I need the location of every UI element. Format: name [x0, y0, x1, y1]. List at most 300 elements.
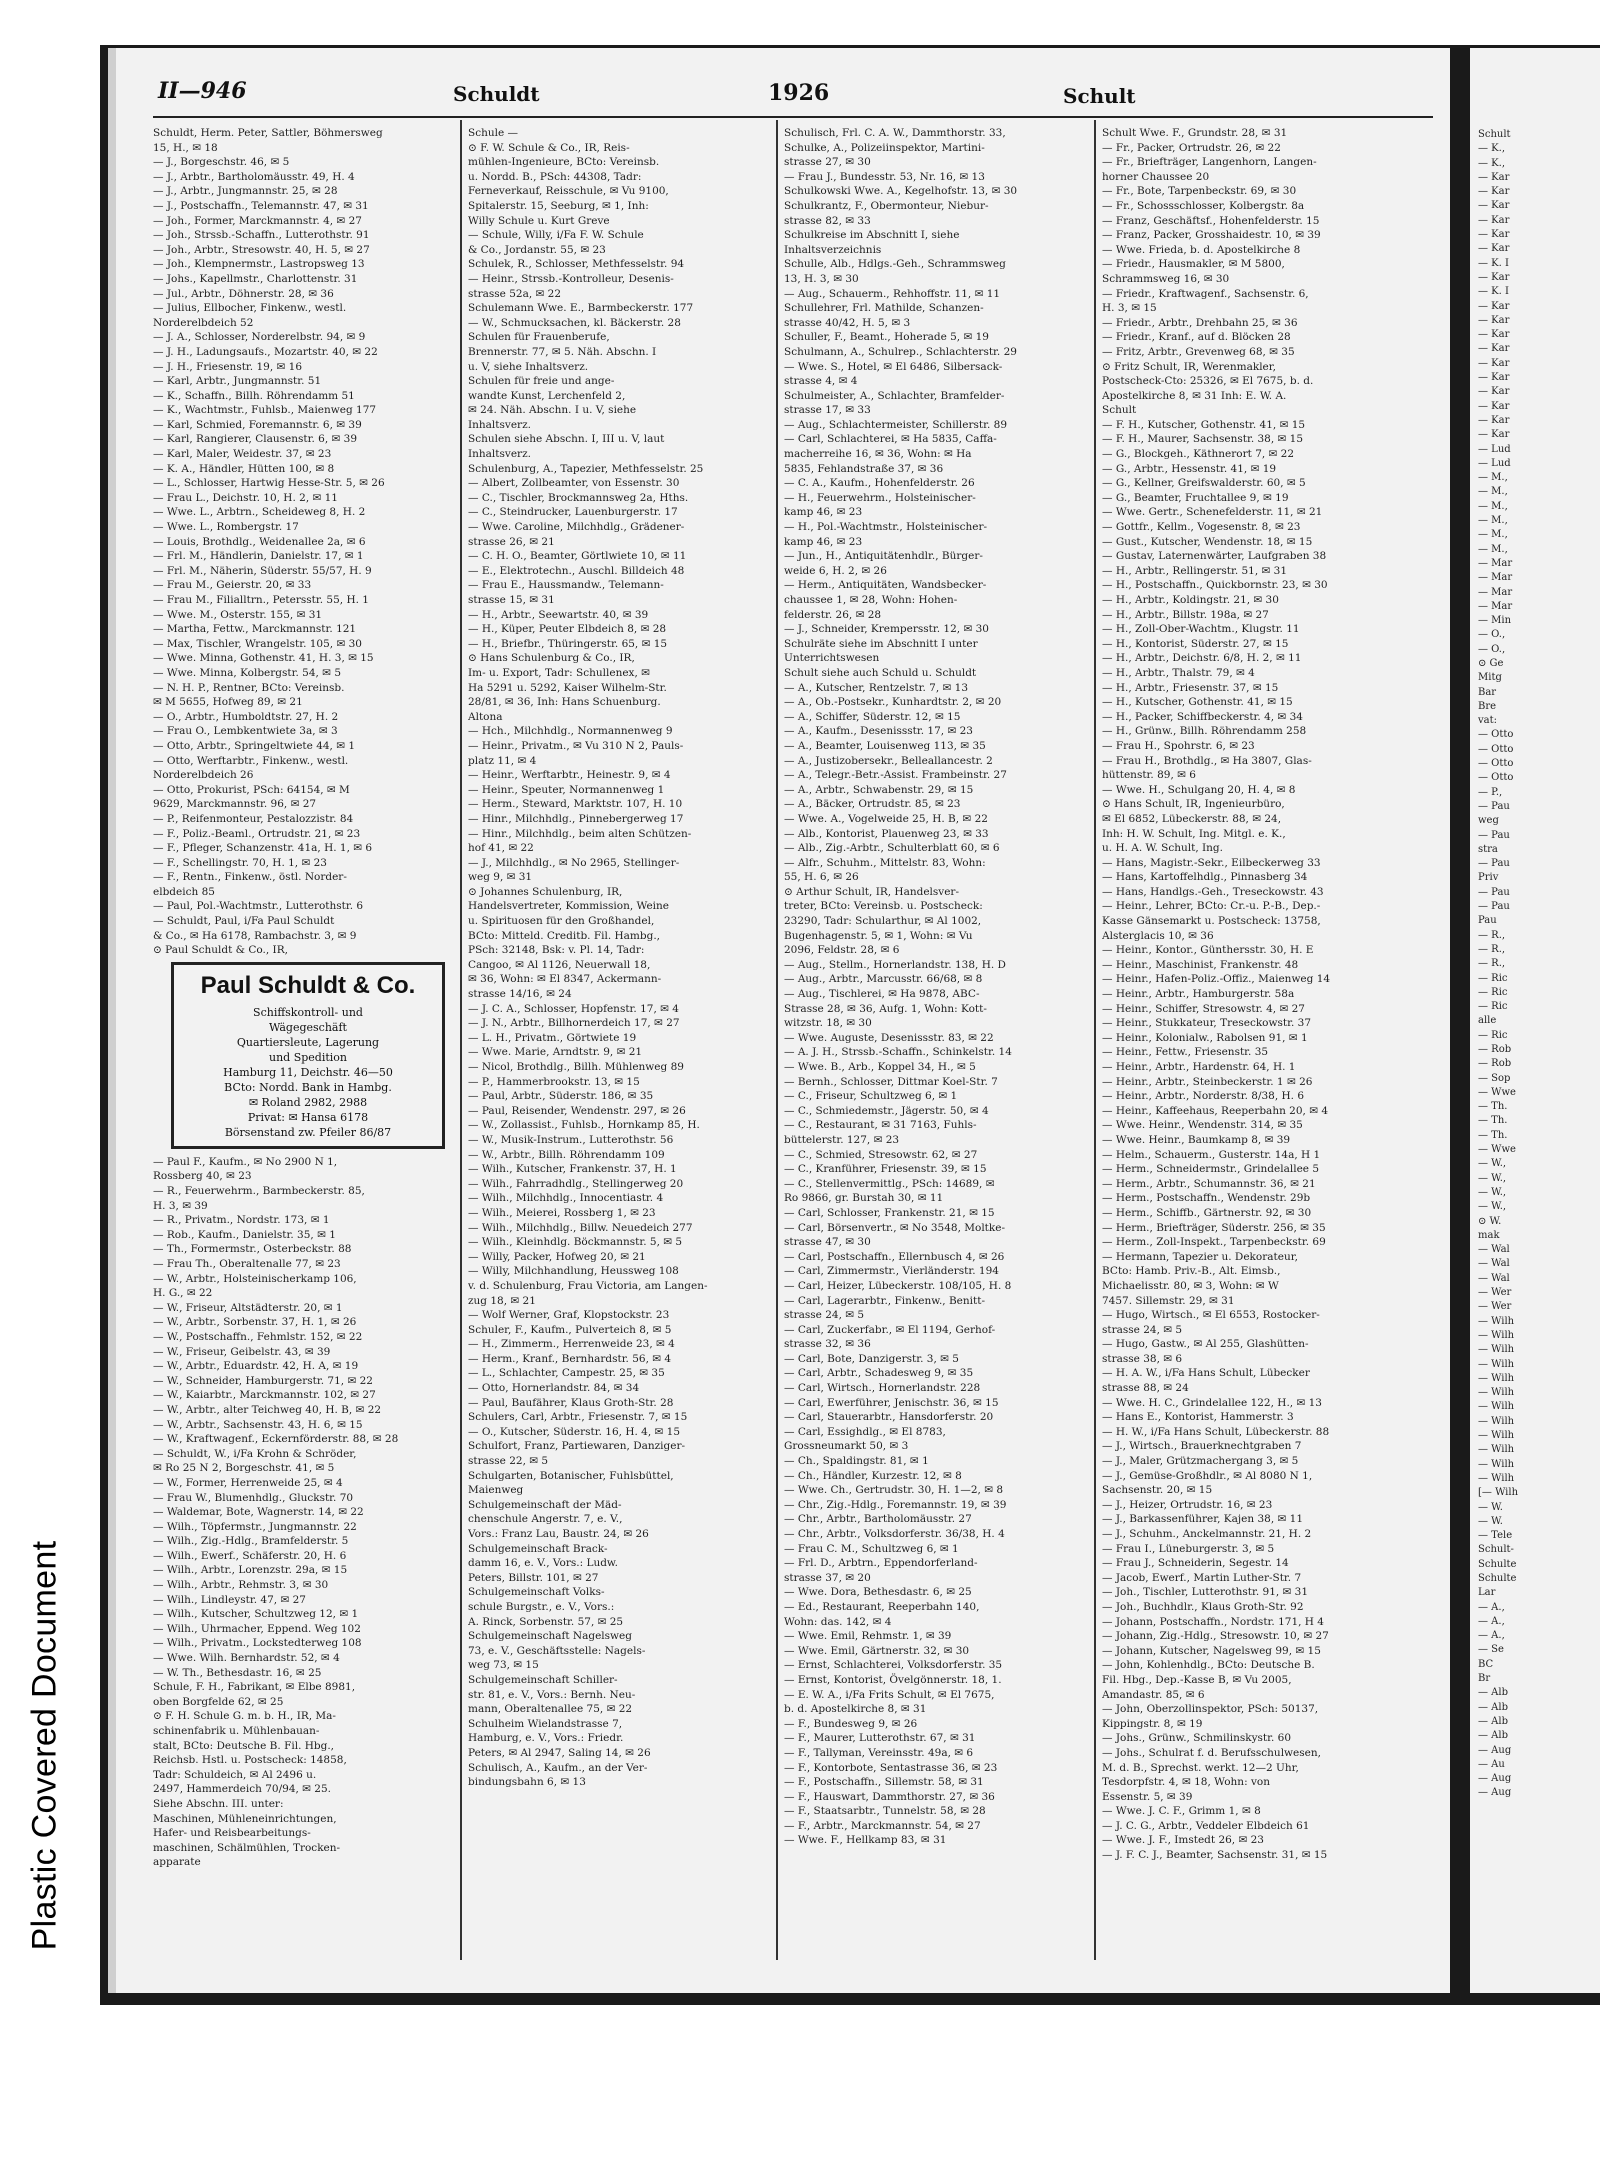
adjacent-entry: — W., — [1478, 1186, 1507, 1198]
directory-entry: — Wilh., Zig.-Hdlg., Bramfelderstr. 5 — [153, 1535, 349, 1548]
directory-entry: — F., Rentn., Finkenw., östl. Norder- — [153, 871, 347, 884]
ad-title: Paul Schuldt & Co. — [200, 971, 416, 999]
directory-entry: Schulmeister, A., Schlachter, Bramfelder- — [784, 389, 1005, 402]
directory-entry: — Frau I., Lüneburgerstr. 3, ✉ 5 — [1102, 1542, 1275, 1555]
adjacent-entry: — R., — [1478, 958, 1506, 970]
adjacent-entry: — W., — [1478, 1172, 1507, 1184]
directory-entry: Schult Wwe. F., Grundstr. 28, ✉ 31 — [1102, 127, 1288, 139]
directory-entry: — A., Kutscher, Rentzelstr. 7, ✉ 13 — [784, 681, 969, 694]
directory-entry: Peters, ✉ Al 2947, Saling 14, ✉ 26 — [468, 1746, 651, 1759]
directory-entry: — O., Arbtr., Humboldtstr. 27, H. 2 — [153, 710, 339, 723]
directory-entry: — Fr., Briefträger, Langenhorn, Langen- — [1102, 156, 1317, 169]
directory-entry: strasse 22, ✉ 5 — [468, 1455, 549, 1468]
directory-entry: — Nicol, Brothdlg., Billh. Mühlenweg 89 — [468, 1061, 684, 1073]
directory-entry: — Willy, Milchhandlung, Heussweg 108 — [468, 1265, 679, 1278]
directory-entry: zug 18, ✉ 21 — [468, 1294, 536, 1307]
adjacent-entry: — K., — [1478, 143, 1506, 155]
directory-entry: — Wilh., Milchhdlg., Innocentiastr. 4 — [468, 1192, 664, 1205]
directory-entry: horner Chaussee 20 — [1102, 170, 1210, 183]
directory-entry: — Wwe. Frieda, b. d. Apostelkirche 8 — [1102, 243, 1301, 256]
directory-entry: — C., Friseur, Schultzweg 6, ✉ 1 — [784, 1090, 958, 1103]
directory-entry: Peters, Billstr. 101, ✉ 27 — [468, 1571, 599, 1584]
directory-entry: Handelsvertreter, Kommission, Weine — [468, 900, 669, 913]
adjacent-entry: — Sop — [1478, 1072, 1511, 1084]
directory-entry: — Wwe. A., Vogelweide 25, H. B, ✉ 22 — [784, 812, 988, 825]
directory-entry: — Willy, Packer, Hofweg 20, ✉ 21 — [468, 1250, 646, 1263]
directory-entry: — Wwe. Marie, Arndtstr. 9, ✉ 21 — [468, 1046, 643, 1059]
adjacent-entry: — Alb — [1478, 1715, 1508, 1727]
directory-entry: — Jacob, Ewerf., Martin Luther-Str. 7 — [1102, 1571, 1302, 1584]
directory-entry: bindungsbahn 6, ✉ 13 — [468, 1776, 586, 1789]
ad-line: Börsenstand zw. Pfeiler 86/87 — [224, 1125, 392, 1139]
adjacent-entry: — Rob — [1478, 1044, 1512, 1055]
directory-entry: — Ernst, Kontorist, Övelgönnerstr. 18, 1. — [784, 1673, 1002, 1686]
directory-entry: — H., Postschaffn., Quickbornstr. 23, ✉ 30 — [1102, 579, 1328, 592]
directory-entry: — Wilh., Meierei, Rossberg 1, ✉ 23 — [468, 1206, 656, 1219]
directory-entry: — Carl, Ewerführer, Jenischstr. 36, ✉ 15 — [784, 1396, 999, 1409]
directory-entry: — Herm., Steward, Marktstr. 107, H. 10 — [468, 798, 683, 811]
directory-entry: — K. A., Händler, Hütten 100, ✉ 8 — [153, 462, 335, 475]
directory-entry: — J., Maler, Grützmachergang 3, ✉ 5 — [1102, 1455, 1299, 1468]
directory-entry: treter, BCto: Vereinsb. u. Postscheck: — [784, 900, 983, 913]
directory-entry: — Wwe. Emil, Gärtnerstr. 32, ✉ 30 — [784, 1644, 970, 1657]
adjacent-entry: alle — [1478, 1015, 1497, 1027]
directory-entry: — E. W. A., i/Fa Frits Schult, ✉ El 7675, — [784, 1688, 995, 1701]
directory-entry: — Fr., Packer, Ortrudstr. 26, ✉ 22 — [1102, 141, 1281, 154]
adjacent-entry: — R., — [1478, 929, 1506, 941]
directory-entry: — H. W., i/Fa Hans Schult, Lübeckerstr. 88 — [1102, 1425, 1330, 1438]
directory-entry: — Heinr., Kaffeehaus, Reeperbahn 20, ✉ 4 — [1102, 1104, 1329, 1117]
adjacent-entry: — Otto — [1478, 772, 1514, 784]
directory-entry: — Wilh., Kutscher, Schultzweg 12, ✉ 1 — [153, 1608, 359, 1621]
directory-entry: Schulke, A., Polizeiinspektor, Martini- — [784, 141, 985, 154]
directory-entry: — F., Tallyman, Vereinsstr. 49a, ✉ 6 — [784, 1746, 974, 1759]
directory-entry: — Heinr., Maschinist, Frankenstr. 48 — [1102, 958, 1299, 971]
directory-entry: — W., Arbtr., alter Teichweg 40, H. B, ✉ 22 — [153, 1403, 382, 1416]
directory-entry: Schulkowski Wwe. A., Kegelhofstr. 13, ✉ 30 — [784, 185, 1018, 198]
directory-entry: — Chr., Arbtr., Bartholomäusstr. 27 — [784, 1513, 972, 1526]
directory-entry: — F., Postschaffn., Sillemstr. 58, ✉ 31 — [784, 1776, 984, 1789]
adjacent-entry: — Kar — [1478, 357, 1510, 369]
directory-entry: schinenfabrik u. Mühlenbauan- — [153, 1725, 320, 1737]
directory-entry: — E., Elektrotechn., Auschl. Billdeich 48 — [468, 564, 685, 577]
directory-entry: — Carl, Lagerarbtr., Finkenw., Benitt- — [784, 1294, 986, 1307]
adjacent-entry: — Wwe — [1478, 1144, 1516, 1156]
directory-entry: — Frau H., Brothdlg., ✉ Ha 3807, Glas- — [1102, 754, 1312, 767]
directory-entry: Siehe Abschn. III. unter: — [153, 1797, 284, 1810]
directory-entry: str. 81, e. V., Vors.: Bernh. Neu- — [468, 1688, 636, 1701]
adjacent-entry: — Wilh — [1478, 1344, 1515, 1356]
adjacent-page — [1470, 48, 1600, 1993]
directory-entry: — Friedr., Kraftwagenf., Sachsenstr. 6, — [1102, 287, 1309, 300]
directory-entry: — Wwe. Heinr., Baumkamp 8, ✉ 39 — [1102, 1133, 1291, 1146]
directory-entry: BCto: Mitteld. Creditb. Fil. Hambg., — [468, 929, 661, 942]
page-edge — [108, 48, 116, 1993]
directory-entry: Reichsb. Hstl. u. Postscheck: 14858, — [153, 1754, 347, 1767]
directory-entry: Willy Schule u. Kurt Greve — [468, 214, 610, 227]
directory-entry: — Ch., Spaldingstr. 81, ✉ 1 — [784, 1455, 929, 1468]
directory-entry: — H., Arbtr., Friesenstr. 37, ✉ 15 — [1102, 681, 1279, 694]
adjacent-entry: vat: — [1478, 715, 1497, 727]
directory-entry: — Aug., Schlachtermeister, Schillerstr. 89 — [784, 418, 1008, 431]
adjacent-entry: — Kar — [1478, 214, 1510, 226]
directory-entry: Schulfort, Franz, Partiewaren, Danziger- — [468, 1440, 686, 1453]
adjacent-entry: — A., — [1478, 1601, 1505, 1613]
directory-entry: — C., Schmied, Stresowstr. 62, ✉ 27 — [784, 1148, 978, 1161]
directory-entry: Fil. Hbg., Dep.-Kasse B, ✉ Vu 2005, — [1102, 1673, 1292, 1686]
directory-entry: — Max, Tischler, Wrangelstr. 105, ✉ 30 — [153, 637, 362, 650]
directory-entry: Im- u. Export, Tadr: Schullenex, ✉ — [468, 666, 650, 679]
directory-entry: ⊙ Johannes Schulenburg, IR, — [468, 885, 623, 898]
directory-entry: — Carl, Schlachterei, ✉ Ha 5835, Caffa- — [784, 433, 997, 446]
directory-entry: — Heinr., Privatm., ✉ Vu 310 N 2, Pauls- — [468, 739, 684, 752]
directory-entry: — Herm., Briefträger, Süderstr. 256, ✉ 35 — [1102, 1221, 1326, 1234]
directory-entry: damm 16, e. V., Vors.: Ludw. — [468, 1557, 619, 1570]
directory-entry: — Friedr., Kranf., auf d. Blöcken 28 — [1102, 331, 1291, 344]
adjacent-entry: — Wilh — [1478, 1315, 1515, 1327]
directory-entry: — W., Arbtr., Billh. Röhrendamm 109 — [468, 1148, 665, 1161]
directory-entry: — Wilh., Milchhdlg., Billw. Neuedeich 277 — [468, 1221, 693, 1234]
directory-entry: strasse 88, ✉ 24 — [1102, 1382, 1189, 1395]
page-number: II—946 — [158, 78, 247, 104]
adjacent-entry: — Se — [1478, 1644, 1504, 1656]
adjacent-entry: — W., — [1478, 1201, 1507, 1213]
directory-entry: — H., Kontorist, Süderstr. 27, ✉ 15 — [1102, 637, 1289, 650]
directory-entry: — Jul., Arbtr., Döhnerstr. 28, ✉ 36 — [153, 287, 334, 300]
directory-entry: Schuller, F., Beamt., Hoherade 5, ✉ 19 — [784, 331, 989, 344]
directory-entry: — Carl, Zuckerfabr., ✉ El 1194, Gerhof- — [784, 1323, 996, 1336]
directory-entry: — Hch., Milchhdlg., Normannenweg 9 — [468, 725, 673, 738]
directory-entry: Vors.: Franz Lau, Baustr. 24, ✉ 26 — [468, 1528, 649, 1540]
directory-entry: — Joh., Arbtr., Stresowstr. 40, H. 5, ✉ 27 — [153, 243, 370, 256]
directory-entry: H. 3, ✉ 15 — [1102, 302, 1157, 315]
directory-entry: — Johs., Grünw., Schmilinskystr. 60 — [1102, 1732, 1292, 1745]
adjacent-entry: — K., — [1478, 157, 1506, 169]
adjacent-entry: — Mar — [1478, 557, 1513, 569]
directory-entry: — Waldemar, Bote, Wagnerstr. 14, ✉ 22 — [153, 1506, 364, 1519]
directory-entry: — Heinr., Lehrer, BCto: Cr.-u. P.-B., Dep.- — [1102, 900, 1321, 913]
directory-entry: — H., Zimmerm., Herrenweide 23, ✉ 4 — [468, 1338, 675, 1351]
directory-entry: — Frl. D., Arbtrn., Eppendorferland- — [784, 1557, 978, 1570]
ad-line: und Spedition — [269, 1050, 347, 1064]
directory-entry: — H., Kutscher, Gothenstr. 41, ✉ 15 — [1102, 696, 1293, 709]
directory-entry: — W., Friseur, Geibelstr. 43, ✉ 39 — [153, 1345, 331, 1358]
directory-entry: — Heinr., Arbtr., Hardenstr. 64, H. 1 — [1102, 1061, 1296, 1073]
directory-entry: — C., Restaurant, ✉ 31 7163, Fuhls- — [784, 1119, 977, 1132]
adjacent-entry: — Wer — [1478, 1287, 1512, 1299]
directory-entry: — Hans, Kartoffelhdlg., Pinnasberg 34 — [1102, 871, 1308, 884]
directory-entry: — Frau C. M., Schultzweg 6, ✉ 1 — [784, 1542, 959, 1555]
directory-entry: Maienweg — [468, 1484, 524, 1497]
directory-entry: Kippingstr. 8, ✉ 19 — [1102, 1717, 1203, 1730]
directory-entry: Norderelbdeich 26 — [153, 769, 254, 782]
directory-entry: — C., Kranführer, Friesenstr. 39, ✉ 15 — [784, 1163, 987, 1176]
adjacent-entry: Schult — [1478, 129, 1511, 140]
adjacent-entry: — K. I — [1478, 286, 1509, 298]
directory-entry: Inhaltsverzeichnis — [784, 243, 882, 256]
adjacent-entry: — Wilh — [1478, 1415, 1515, 1427]
directory-entry: — Gust., Kutscher, Wendenstr. 18, ✉ 15 — [1102, 535, 1313, 548]
column-1-entries — [153, 126, 453, 958]
directory-entry: — Alb., Kontorist, Plauenweg 23, ✉ 33 — [784, 827, 989, 840]
advertisement-box — [171, 962, 445, 1149]
directory-entry: ✉ Ro 25 N 2, Borgeschstr. 41, ✉ 5 — [153, 1462, 335, 1475]
directory-entry: Schulmann, A., Schulrep., Schlachterstr. 29 — [784, 345, 1017, 358]
directory-entry: — H., Briefbr., Thüringerstr. 65, ✉ 15 — [468, 637, 668, 650]
directory-entry: Schulers, Carl, Arbtr., Friesenstr. 7, ✉ 15 — [468, 1411, 688, 1424]
directory-entry: — Aug., Tischlerei, ✉ Ha 9878, ABC- — [784, 988, 980, 1001]
directory-entry: u. V, siehe Inhaltsverz. — [468, 360, 589, 373]
directory-entry: — Heinr., Kontor., Günthersstr. 30, H. E — [1102, 944, 1314, 957]
adjacent-entry: — Kar — [1478, 186, 1510, 198]
directory-entry: — Wilh., Töpfermstr., Jungmannstr. 22 — [153, 1520, 357, 1533]
directory-entry: — Carl, Postschaffn., Ellernbusch 4, ✉ 26 — [784, 1250, 1005, 1263]
directory-entry: — Otto, Prokurist, PSch: 64154, ✉ M — [153, 783, 350, 796]
ad-line: BCto: Nordd. Bank in Hambg. — [224, 1080, 392, 1094]
directory-entry: — Paul, Arbtr., Süderstr. 186, ✉ 35 — [468, 1090, 654, 1103]
directory-entry: — Wilh., Fahrradhdlg., Stellingerweg 20 — [468, 1177, 684, 1190]
directory-entry: 23290, Tadr: Schularthur, ✉ Al 1002, — [784, 915, 982, 928]
directory-entry: — Johann, Kutscher, Nagelsweg 99, ✉ 15 — [1102, 1644, 1321, 1657]
directory-entry: — H., Arbtr., Deichstr. 6/8, H. 2, ✉ 11 — [1102, 652, 1302, 665]
directory-entry: A. Rinck, Sorbenstr. 57, ✉ 25 — [468, 1615, 624, 1628]
directory-entry: 13, H. 3, ✉ 30 — [784, 272, 859, 285]
directory-entry: Hafer- und Reisbearbeitungs- — [153, 1827, 311, 1840]
adjacent-entry: — Wilh — [1478, 1472, 1515, 1484]
directory-entry: — Carl, Essighdlg., ✉ El 8783, — [784, 1425, 946, 1438]
directory-entry: — Schuldt, W., i/Fa Krohn & Schröder, — [153, 1447, 357, 1460]
directory-entry: — Heinr., Arbtr., Hamburgerstr. 58a — [1102, 988, 1295, 1001]
directory-entry: Tesdorpfstr. 4, ✉ 18, Wohn: von — [1102, 1776, 1270, 1789]
directory-entry: Schulgarten, Botanischer, Fuhlsbüttel, — [468, 1469, 674, 1482]
directory-entry: — Karl, Maler, Weidestr. 37, ✉ 23 — [153, 448, 332, 461]
adjacent-entry: — Wwe — [1478, 1086, 1516, 1098]
directory-entry: — Wwe. Auguste, Desenissstr. 83, ✉ 22 — [784, 1031, 994, 1044]
directory-entry: — Fr., Schossschlosser, Kolbergstr. 8a — [1102, 199, 1305, 212]
directory-entry: — Albert, Zollbeamter, von Essenstr. 30 — [468, 477, 680, 490]
adjacent-entry: Priv — [1478, 872, 1499, 884]
directory-entry: strasse 47, ✉ 30 — [784, 1236, 871, 1249]
directory-entry: — Wwe. Heinr., Wendenstr. 314, ✉ 35 — [1102, 1119, 1303, 1132]
directory-entry: — Heinr., Hafen-Poliz.-Offiz., Maienweg 14 — [1102, 973, 1331, 986]
directory-entry: — Hinr., Milchhdlg., Pinnebergerweg 17 — [468, 812, 684, 825]
directory-entry: Grossneumarkt 50, ✉ 3 — [784, 1440, 909, 1453]
directory-entry: Schulek, R., Schlosser, Methfesselstr. 94 — [468, 258, 685, 271]
directory-entry: — H., Arbtr., Thalstr. 79, ✉ 4 — [1102, 666, 1255, 679]
directory-entry: Unterrichtswesen — [784, 652, 880, 665]
directory-entry: Schult siehe auch Schuld u. Schuldt — [784, 666, 977, 679]
directory-entry: — W., Schneider, Hamburgerstr. 71, ✉ 22 — [153, 1374, 373, 1387]
directory-entry: 15, H., ✉ 18 — [153, 141, 218, 154]
directory-entry: — Th., Formermstr., Osterbeckstr. 88 — [153, 1243, 352, 1256]
directory-entry: — Louis, Brothdlg., Weidenallee 2a, ✉ 6 — [153, 535, 366, 548]
header-rule — [153, 116, 1433, 118]
directory-entry: — C. H. O., Beamter, Görtlwiete 10, ✉ 11 — [468, 550, 687, 563]
adjacent-entry: ⊙ W. — [1478, 1215, 1502, 1227]
page-header — [108, 68, 1450, 113]
directory-entry: — Martha, Fettw., Marckmannstr. 121 — [153, 623, 357, 636]
adjacent-entry: — K. I — [1478, 257, 1509, 269]
adjacent-entry: Bar — [1478, 686, 1497, 698]
directory-entry: BCto: Hamb. Priv.-B., Alt. Eimsb., — [1102, 1265, 1281, 1278]
directory-entry: Schulen für Frauenberufe, — [468, 331, 610, 344]
directory-entry: — Frau M., Filialltrn., Petersstr. 55, H. 1 — [153, 594, 369, 606]
directory-entry: — J. N., Arbtr., Billhornerdeich 17, ✉ 27 — [468, 1017, 680, 1030]
directory-entry: chenschule Angerstr. 7, e. V., — [468, 1513, 623, 1526]
ad-line: Quartiersleute, Lagerung — [236, 1035, 380, 1049]
directory-entry: Wohn: das. 142, ✉ 4 — [784, 1615, 892, 1628]
directory-entry: Schulgemeinschaft der Mäd- — [468, 1498, 622, 1511]
adjacent-entry: — Au — [1478, 1758, 1505, 1770]
adjacent-entry: — Wilh — [1478, 1358, 1515, 1370]
directory-entry: Schulle, Alb., Hdlgs.-Geh., Schrammsweg — [784, 258, 1006, 271]
directory-entry: 2096, Feldstr. 28, ✉ 6 — [784, 944, 900, 957]
directory-entry: 55, H. 6, ✉ 26 — [784, 871, 859, 884]
adjacent-entry: — Ric — [1478, 986, 1508, 998]
directory-entry: u. Nordd. B., PSch: 44308, Tadr: — [468, 170, 642, 183]
directory-entry: — Hugo, Gastw., ✉ Al 255, Glashütten- — [1102, 1338, 1309, 1351]
directory-entry: — Paul F., Kaufm., ✉ No 2900 N 1, — [153, 1155, 338, 1168]
directory-entry: — Wwe. H. C., Grindelallee 122, H., ✉ 13 — [1102, 1396, 1322, 1409]
adjacent-entry: — W. — [1478, 1501, 1503, 1513]
directory-entry: Schule — — [468, 127, 519, 139]
directory-entry: — J. C. G., Arbtr., Veddeler Elbdeich 61 — [1102, 1819, 1310, 1832]
directory-entry: Schulräte siehe im Abschnitt I unter — [784, 637, 978, 650]
directory-entry: strasse 17, ✉ 33 — [784, 404, 871, 417]
directory-entry: büttelerstr. 127, ✉ 23 — [784, 1133, 900, 1146]
directory-entry: — Heinr., Stukkateur, Treseckowstr. 37 — [1102, 1017, 1312, 1030]
directory-entry: — Wwe. Dora, Bethesdastr. 6, ✉ 25 — [784, 1586, 972, 1599]
adjacent-entry: — Otto — [1478, 758, 1514, 770]
adjacent-entry: — Kar — [1478, 400, 1510, 412]
directory-entry: — Johs., Kapellmstr., Charlottenstr. 31 — [153, 272, 358, 285]
adjacent-entry: — Kar — [1478, 329, 1510, 341]
directory-entry: — G., Beamter, Fruchtallee 9, ✉ 19 — [1102, 491, 1289, 504]
directory-entry: — Helm., Schauerm., Gusterstr. 14a, H 1 — [1102, 1148, 1321, 1161]
adjacent-entry: — O., — [1478, 629, 1506, 641]
directory-entry: — Joh., Strssb.-Schaffn., Lutterothstr. 91 — [153, 229, 370, 242]
directory-entry: — Wwe. Wilh. Bernhardstr. 52, ✉ 4 — [153, 1652, 340, 1665]
directory-entry: — Wwe. F., Hellkamp 83, ✉ 31 — [784, 1834, 947, 1847]
adjacent-entry: — Wilh — [1478, 1458, 1515, 1470]
adjacent-entry: — Aug — [1478, 1773, 1512, 1785]
adjacent-entry: ⊙ Ge — [1478, 657, 1504, 669]
directory-entry: — J. H., Friesenstr. 19, ✉ 16 — [153, 360, 302, 373]
directory-entry: weide 6, H. 2, ✉ 26 — [784, 564, 887, 577]
directory-entry: strasse 32, ✉ 36 — [784, 1338, 871, 1351]
directory-entry: strasse 27, ✉ 30 — [784, 156, 871, 169]
directory-entry: — A., Telegr.-Betr.-Assist. Frambeinstr. 27 — [784, 769, 1007, 782]
directory-entry: — Heinr., Strssb.-Kontrolleur, Desenis- — [468, 272, 674, 285]
directory-entry: ✉ El 6852, Lübeckerstr. 88, ✉ 24, — [1102, 812, 1282, 825]
directory-entry: — Wwe. Caroline, Milchhdlg., Grädener- — [468, 521, 685, 534]
directory-entry: — Paul, Reisender, Wendenstr. 297, ✉ 26 — [468, 1104, 686, 1117]
directory-entry: — Wilh., Kutscher, Frankenstr. 37, H. 1 — [468, 1163, 677, 1176]
directory-entry: strasse 24, ✉ 5 — [1102, 1323, 1183, 1336]
directory-entry: — Paul, Baufährer, Klaus Groth-Str. 28 — [468, 1396, 674, 1409]
directory-entry: — W., Arbtr., Eduardstr. 42, H. A, ✉ 19 — [153, 1360, 359, 1373]
adjacent-entry: — Alb — [1478, 1730, 1508, 1742]
adjacent-entry: — M., — [1478, 486, 1508, 498]
adjacent-entry: — Wilh — [1478, 1430, 1515, 1442]
directory-entry: Schulgemeinschaft Brack- — [468, 1542, 608, 1555]
adjacent-entry: — Mar — [1478, 586, 1513, 598]
adjacent-entry: — Mar — [1478, 600, 1513, 612]
directory-entry: — John, Kohlenhdlg., BCto: Deutsche B. — [1102, 1659, 1315, 1672]
adjacent-entry: — Wal — [1478, 1244, 1510, 1256]
directory-entry: ⊙ F. W. Schule & Co., IR, Reis- — [468, 141, 630, 154]
directory-entry: — H., Arbtr., Rellingerstr. 51, ✉ 31 — [1102, 564, 1288, 577]
adjacent-entry: — Wal — [1478, 1258, 1510, 1270]
directory-entry: — Wwe. Gertr., Schenefelderstr. 11, ✉ 21 — [1102, 506, 1323, 519]
directory-entry: — W., Arbtr., Sachsenstr. 43, H. 6, ✉ 15 — [153, 1418, 363, 1431]
directory-entry: — Wwe. H., Schulgang 20, H. 4, ✉ 8 — [1102, 783, 1296, 796]
directory-entry: — Frau O., Lembkentwiete 3a, ✉ 3 — [153, 725, 338, 738]
directory-entry: — Karl, Rangierer, Clausenstr. 6, ✉ 39 — [153, 433, 358, 446]
directory-entry: — J., Schuhm., Anckelmannstr. 21, H. 2 — [1102, 1528, 1312, 1540]
directory-entry: — Hans, Handlgs.-Geh., Treseckowstr. 43 — [1102, 885, 1324, 898]
directory-entry: ✉ 24. Näh. Abschn. I u. V, siehe — [468, 404, 637, 417]
directory-entry: — Wwe. S., Hotel, ✉ El 6486, Silbersack- — [784, 360, 1003, 373]
directory-entry: — R., Privatm., Nordstr. 173, ✉ 1 — [153, 1214, 330, 1227]
directory-entry: — H., Packer, Schiffbeckerstr. 4, ✉ 34 — [1102, 710, 1303, 723]
directory-entry: strasse 15, ✉ 31 — [468, 594, 555, 606]
ad-line: ✉ Roland 2982, 2988 — [248, 1095, 368, 1109]
adjacent-entry: — Kar — [1478, 171, 1510, 183]
directory-entry: — Karl, Schmied, Foremannstr. 6, ✉ 39 — [153, 418, 362, 431]
directory-entry: — Herm., Schiffb., Gärtnerstr. 92, ✉ 30 — [1102, 1206, 1312, 1219]
directory-entry: schule Burgstr., e. V., Vors.: — [468, 1600, 615, 1613]
directory-entry: — H., Grünw., Billh. Röhrendamm 258 — [1102, 725, 1307, 738]
side-label-text: Plastic Covered Document — [25, 1540, 64, 1950]
adjacent-entry: — M., — [1478, 529, 1508, 541]
adjacent-entry: Lar — [1478, 1587, 1496, 1599]
adjacent-entry: — Kar — [1478, 271, 1510, 283]
directory-entry: — N. H. P., Rentner, BCto: Vereinsb. — [153, 681, 345, 694]
directory-entry: — Wwe. Ch., Gertrudstr. 30, H. 1—2, ✉ 8 — [784, 1484, 1004, 1497]
directory-entry: Brennerstr. 77, ✉ 5. Näh. Abschn. I — [468, 345, 657, 358]
directory-entry: Cangoo, ✉ Al 1126, Neuerwall 18, — [468, 958, 651, 971]
directory-entry: u. Spirituosen für den Großhandel, — [468, 915, 655, 928]
directory-entry: — C. A., Kaufm., Hohenfelderstr. 26 — [784, 477, 975, 490]
directory-entry: — Wilh., Privatm., Lockstedterweg 108 — [153, 1637, 362, 1650]
directory-entry: Michaelisstr. 80, ✉ 3, Wohn: ✉ W — [1102, 1279, 1279, 1292]
directory-entry: — F., Maurer, Lutterothstr. 67, ✉ 31 — [784, 1732, 976, 1745]
directory-entry: b. d. Apostelkirche 8, ✉ 31 — [784, 1703, 927, 1716]
directory-entry: Schulen für freie und ange- — [468, 375, 615, 388]
directory-entry: — A., Kaufm., Desenissstr. 17, ✉ 23 — [784, 725, 973, 738]
directory-entry: — Heinr., Kolonialw., Rabolsen 91, ✉ 1 — [1102, 1031, 1308, 1044]
directory-entry: — A., Schiffer, Süderstr. 12, ✉ 15 — [784, 710, 961, 723]
directory-entry: — J., Heizer, Ortrudstr. 16, ✉ 23 — [1102, 1498, 1273, 1511]
directory-entry: — J., Schneider, Krempersstr. 12, ✉ 30 — [784, 623, 989, 636]
directory-entry: chaussee 1, ✉ 28, Wohn: Hohen- — [784, 594, 958, 606]
directory-entry: — W., Kraftwagenf., Eckernförderstr. 88, ✉ 28 — [153, 1433, 399, 1446]
directory-entry: — F., Kontorbote, Sentastrasse 36, ✉ 23 — [784, 1761, 998, 1774]
directory-entry: — A., Arbtr., Schwabenstr. 29, ✉ 15 — [784, 783, 974, 796]
directory-entry: PSch: 32148, Bsk: v. Pl. 14, Tadr: — [468, 944, 645, 957]
directory-entry: — Herm., Zoll-Inspekt., Tarpenbeckstr. 69 — [1102, 1236, 1326, 1249]
adjacent-entry: — Th. — [1478, 1129, 1508, 1141]
directory-entry: — Wwe. J. C. F., Grimm 1, ✉ 8 — [1102, 1805, 1261, 1818]
directory-entry: M. d. B., Sprechst. werkt. 12—2 Uhr, — [1102, 1761, 1299, 1774]
directory-entry: — Frl. M., Händlerin, Danielstr. 17, ✉ 1 — [153, 550, 364, 563]
directory-entry: Schulisch, Frl. C. A. W., Dammthorstr. 33, — [784, 127, 1006, 139]
directory-entry: Schulen siehe Abschn. I, III u. V, laut — [468, 433, 665, 446]
directory-entry: — J. F. C. J., Beamter, Sachsenstr. 31, ✉ 15 — [1102, 1849, 1328, 1862]
adjacent-entry: — Otto — [1478, 729, 1514, 741]
directory-entry: — H., Küper, Peuter Elbdeich 8, ✉ 28 — [468, 623, 667, 636]
